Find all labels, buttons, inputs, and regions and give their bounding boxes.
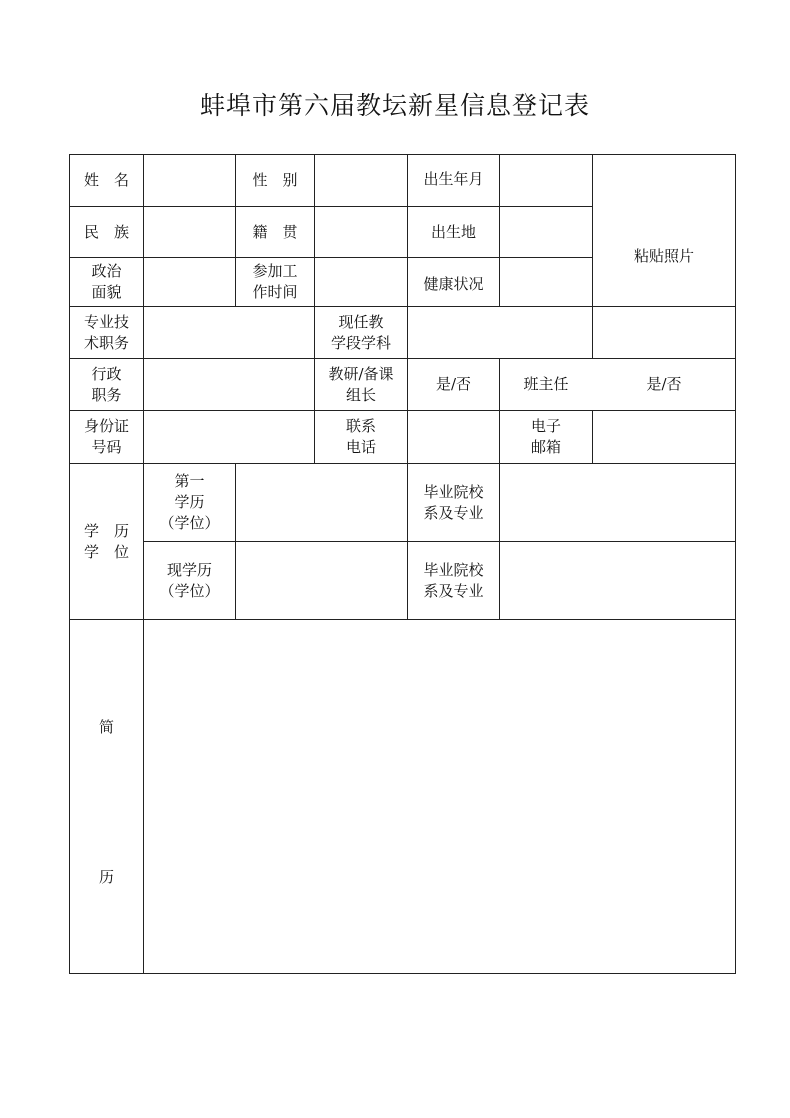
birth-date-field[interactable] [500, 155, 592, 206]
id-number-field[interactable] [144, 411, 314, 463]
label-graduate-school-1: 毕业院校 系及专业 [423, 482, 484, 522]
label-research-leader: 教研/备课 组长 [328, 364, 394, 404]
label-professional-title: 专业技 术职务 [83, 312, 129, 352]
current-teaching-field[interactable] [408, 307, 592, 358]
label-first-degree: 第一 学历 （学位） [159, 472, 220, 532]
label-name: 姓 名 [83, 171, 129, 189]
label-phone: 联系 电话 [345, 417, 376, 456]
label-birth-date: 出生年月 [423, 170, 484, 188]
label-graduate-school-2: 毕业院校 系及专业 [423, 560, 484, 600]
label-admin-position: 行政 职务 [91, 364, 122, 404]
label-resume-2: 历 [98, 867, 114, 886]
work-start-field[interactable] [315, 258, 407, 306]
label-birthplace: 出生地 [430, 222, 476, 241]
photo-area[interactable] [593, 155, 735, 358]
head-teacher-choice[interactable]: 是/否 [646, 375, 682, 393]
label-work-start: 参加工 作时间 [252, 262, 298, 301]
label-photo: 粘贴照片 [633, 247, 694, 265]
label-id-number: 身份证 号码 [83, 417, 129, 456]
label-head-teacher: 班主任 [523, 375, 569, 393]
health-field[interactable] [500, 258, 592, 306]
first-degree-field[interactable] [236, 464, 407, 541]
professional-title-field[interactable] [144, 307, 314, 358]
native-place-field[interactable] [315, 207, 407, 257]
research-leader-choice[interactable]: 是/否 [435, 375, 472, 393]
gender-field[interactable] [315, 155, 407, 206]
birthplace-field[interactable] [500, 207, 592, 257]
resume-field[interactable] [144, 620, 735, 973]
label-gender: 性 别 [252, 171, 298, 189]
name-field[interactable] [144, 155, 235, 206]
label-email: 电子 邮箱 [530, 417, 561, 456]
admin-position-field[interactable] [144, 359, 314, 410]
phone-field[interactable] [408, 411, 499, 463]
label-native-place: 籍 贯 [252, 222, 298, 241]
label-current-teaching: 现任教 学段学科 [330, 312, 391, 352]
label-education-degree: 学 历 学 位 [83, 521, 129, 561]
graduate-school-1-field[interactable] [500, 464, 735, 541]
form-title: 蚌埠市第六届教坛新星信息登记表 [199, 91, 590, 120]
label-political-status: 政治 面貌 [91, 262, 122, 301]
email-field[interactable] [593, 411, 735, 463]
current-degree-field[interactable] [236, 542, 407, 619]
graduate-school-2-field[interactable] [500, 542, 735, 619]
label-resume-1: 简 [98, 717, 114, 736]
ethnicity-field[interactable] [144, 207, 235, 257]
label-health: 健康状况 [423, 274, 484, 293]
label-current-degree: 现学历 （学位） [159, 560, 220, 600]
label-ethnicity: 民 族 [83, 222, 129, 241]
political-status-field[interactable] [144, 258, 235, 306]
